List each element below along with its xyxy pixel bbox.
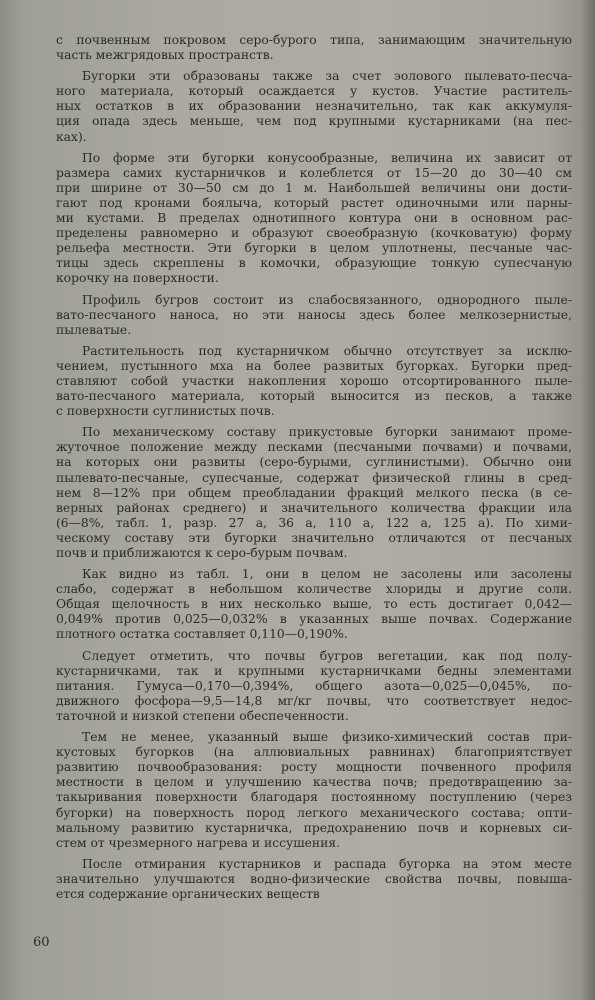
text-line: пределены равномерно и образуют своеобразную (кочковатую) форму [56, 226, 572, 241]
paragraph [56, 425, 572, 561]
text-line: размера самих кустарничков и колеблется от 15—20 до 30—40 см [56, 165, 572, 180]
text-line: 0,049% против 0,025—0,032% в указанных выше почвах. Содержание [56, 612, 572, 627]
text-line: на которых они развиты (серо-бурыми, суглинистыми). Обычно они [56, 455, 572, 470]
text-line: вато-песчаного материала, который выносится из песков, а также [56, 389, 572, 404]
text-line: часть межгрядовых пространств. [56, 48, 274, 63]
text-line: такыривания поверхности благодаря постоянному поступлению (через [56, 790, 572, 805]
text-line: Растительность под кустарничком обычно отсутствует за исклю- [82, 343, 572, 358]
text-line: питания. Гумуса—0,170—0,394%, общего азота—0,025—0,045%, по- [56, 678, 572, 693]
text-line: ческому составу эти бугорки значительно отличаются от песчаных [56, 530, 572, 545]
text-line: верных районах среднего) и значительного количества фракции ила [56, 500, 572, 515]
text-line: тицы здесь скреплены в комочки, образующие тонкую супесчаную [56, 256, 572, 271]
text-line: движного фосфора—9,5—14,8 мг/кг почвы, что соответствует недос- [56, 693, 572, 708]
text-line: Как видно из табл. 1, они в целом не засолены или засолены [82, 567, 572, 582]
text-line: пылевато-песчаные, супесчаные, содержат физической глины в сред- [56, 470, 572, 485]
text-line: Профиль бугров состоит из слабосвязанного, однородного пыле- [82, 292, 572, 307]
text-line: После отмирания кустарников и распада бугорка на этом месте [82, 856, 572, 871]
text-line: кустарничками, так и крупными кустарничками бедны элементами [56, 663, 572, 678]
text-line: Тем не менее, указанный выше физико-химический состав при- [82, 730, 572, 745]
text-line: рельефа местности. Эти бугорки в целом уплотнены, песчаные час- [56, 241, 572, 256]
paragraph [56, 857, 572, 902]
text-line: ция опада здесь меньше, чем под крупными кустарниками (на пес- [56, 114, 572, 129]
paragraph [56, 69, 572, 144]
text-line: с поверхности суглинистых почв. [56, 404, 275, 419]
text-line: ках). [56, 129, 87, 144]
paragraph [56, 567, 572, 642]
text-line: ных остатков в их образовании незначительно, так как аккумуля- [56, 99, 572, 114]
paragraph [56, 151, 572, 287]
text-line: с почвенным покровом серо-бурого типа, занимающим значительную [56, 33, 572, 47]
text-line: мальному развитию кустарничка, предохранению почв и корневых си- [56, 820, 572, 835]
text-line: Общая щелочность в них несколько выше, то есть достигает 0,042— [56, 597, 572, 612]
text-line: при ширине от 30—50 см до 1 м. Наибольшей величины они дости- [56, 180, 572, 195]
paragraph [56, 344, 572, 419]
text-line: нем 8—12% при общем преобладании фракций мелкого песка (в се- [56, 485, 572, 500]
text-line: гают под кронами боялыча, который растет одиночными или парны- [56, 195, 572, 210]
paragraph [56, 649, 572, 724]
page-body-text [56, 33, 572, 908]
text-line: пылеватые. [56, 322, 132, 337]
text-line: таточной и низкой степени обеспеченности. [56, 708, 349, 723]
text-line: корочку на поверхности. [56, 271, 219, 286]
text-line: развитию почвообразования: росту мощности почвенного профиля [56, 760, 572, 775]
text-line: Следует отметить, что почвы бугров вегетации, как под полу- [82, 648, 572, 663]
text-line: ется содержание органических веществ [56, 886, 320, 901]
text-line: почв и приближаются к серо-бурым почвам. [56, 546, 348, 560]
paragraph [56, 730, 572, 851]
text-line: бугорки) на поверхность пород легкого механического состава; опти- [56, 805, 572, 820]
text-line: местности в целом и улучшению качества почв; предотвращению за- [56, 775, 572, 790]
text-line: слабо, содержат в небольшом количестве хлориды и другие соли. [56, 582, 572, 597]
text-line: жуточное положение между песками (песчаными почвами) и почвами, [56, 440, 572, 455]
paragraph [56, 293, 572, 338]
text-line: (6—8%, табл. 1, разр. 27 а, 36 а, 110 а, 122 а, 125 а). По хими- [56, 515, 572, 530]
text-line: ного материала, который осаждается у кустов. Участие раститель- [56, 84, 572, 99]
text-line: ми кустами. В пределах однотипного контура они в основном рас- [56, 211, 572, 226]
text-line: кустовых бугорков (на аллювиальных равнинах) благоприятствует [56, 745, 572, 760]
text-line: плотного остатка составляет 0,110—0,190%. [56, 627, 348, 642]
text-line: ставляют собой участки накопления хорошо отсортированного пыле- [56, 373, 572, 388]
page-number: 60 [33, 935, 50, 950]
text-line: чением, пустынного мха на более развитых бугорках. Бугорки пред- [56, 358, 572, 373]
paragraph [56, 33, 572, 63]
text-line: стем от чрезмерного нагрева и иссушения. [56, 835, 340, 850]
text-line: вато-песчаного наноса, но эти наносы здесь более мелкозернистые, [56, 307, 572, 322]
text-line: По форме эти бугорки конусообразные, величина их зависит от [82, 150, 572, 165]
text-line: По механическому составу прикустовые бугорки занимают проме- [82, 425, 572, 440]
text-line: значительно улучшаются водно-физические свойства почвы, повыша- [56, 871, 572, 886]
text-line: Бугорки эти образованы также за счет эолового пылевато-песча- [82, 69, 572, 84]
